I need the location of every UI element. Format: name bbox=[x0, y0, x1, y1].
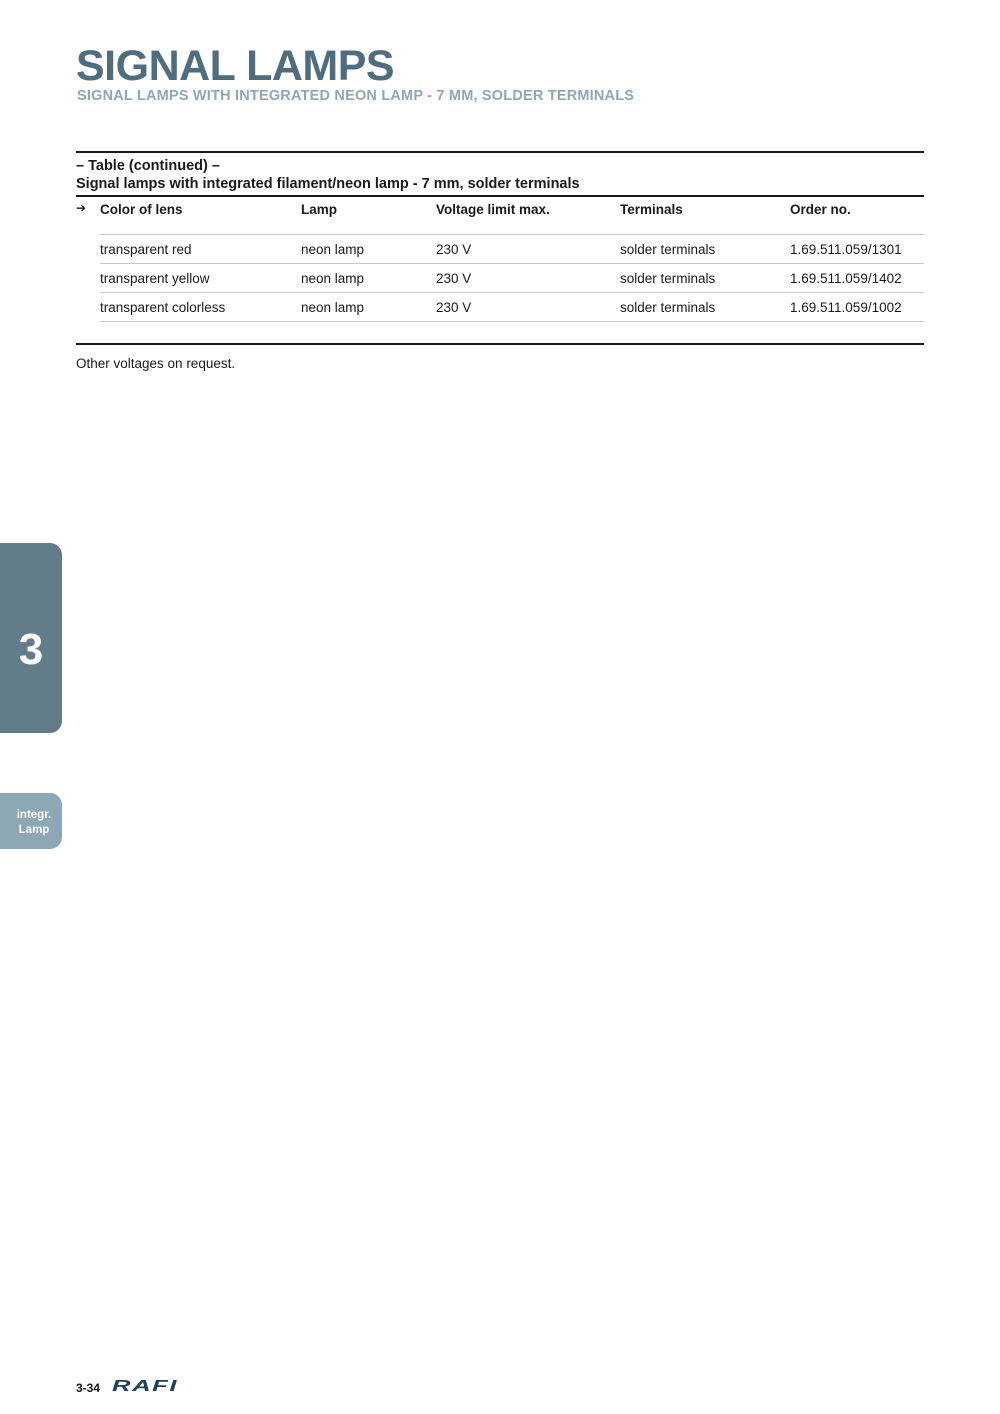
section-tab-line1: integr. bbox=[16, 809, 52, 821]
page-number: 3-34 bbox=[76, 1381, 101, 1395]
table-header-row bbox=[100, 196, 924, 235]
cell-lamp: neon lamp bbox=[301, 264, 436, 293]
table-top-rule bbox=[76, 151, 924, 153]
table-caption: Signal lamps with integrated filament/neon lamp - 7 mm, solder terminals bbox=[76, 176, 580, 192]
cell-order-no: 1.69.511.059/1402 bbox=[790, 264, 924, 293]
cell-order-no: 1.69.511.059/1002 bbox=[790, 293, 924, 322]
arrow-icon: ➔ bbox=[76, 201, 87, 215]
table-bottom-rule bbox=[76, 343, 924, 345]
table-heading bbox=[76, 157, 580, 193]
column-header-color: Color of lens bbox=[100, 196, 301, 235]
table-row bbox=[100, 293, 924, 322]
cell-voltage: 230 V bbox=[436, 235, 620, 264]
cell-lamp: neon lamp bbox=[301, 235, 436, 264]
cell-color: transparent red bbox=[100, 235, 301, 264]
cell-terminals: solder terminals bbox=[620, 293, 790, 322]
column-header-voltage: Voltage limit max. bbox=[436, 196, 620, 235]
page-title: SIGNAL LAMPS bbox=[76, 42, 395, 90]
cell-voltage: 230 V bbox=[436, 264, 620, 293]
cell-color: transparent colorless bbox=[100, 293, 301, 322]
rafi-logo: RAFI bbox=[112, 1378, 179, 1395]
cell-order-no: 1.69.511.059/1301 bbox=[790, 235, 924, 264]
cell-terminals: solder terminals bbox=[620, 264, 790, 293]
section-tab-label bbox=[0, 808, 62, 838]
table-row bbox=[100, 235, 924, 264]
section-tab-line2: Lamp bbox=[18, 824, 50, 836]
column-header-order-no: Order no. bbox=[790, 196, 924, 235]
cell-voltage: 230 V bbox=[436, 293, 620, 322]
column-header-terminals: Terminals bbox=[620, 196, 790, 235]
spec-table bbox=[100, 196, 924, 322]
cell-lamp: neon lamp bbox=[301, 293, 436, 322]
footnote: Other voltages on request. bbox=[76, 356, 236, 371]
cell-terminals: solder terminals bbox=[620, 235, 790, 264]
chapter-number: 3 bbox=[18, 625, 44, 674]
page-subtitle: SIGNAL LAMPS WITH INTEGRATED NEON LAMP - 7 MM, SOLDER TERMINALS bbox=[77, 88, 635, 104]
column-header-lamp: Lamp bbox=[301, 196, 436, 235]
table-continued-label: – Table (continued) – bbox=[76, 158, 220, 174]
cell-color: transparent yellow bbox=[100, 264, 301, 293]
table-row bbox=[100, 264, 924, 293]
